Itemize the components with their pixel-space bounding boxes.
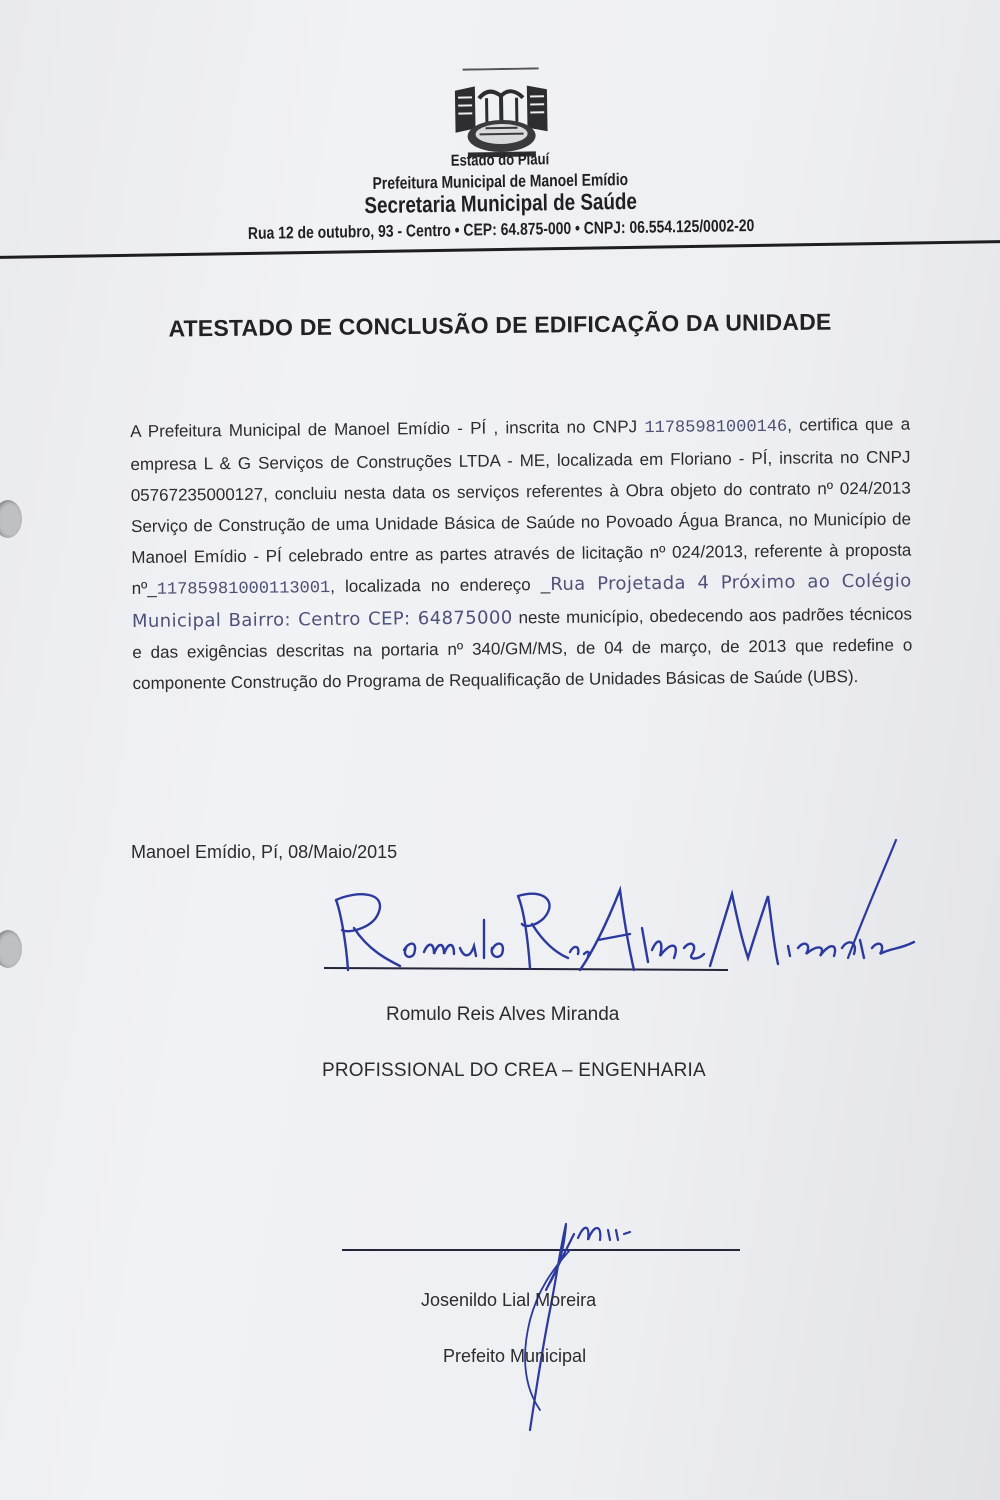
letterhead-secretaria: Secretaria Municipal de Saúde (364, 187, 638, 219)
municipal-coat-of-arms-icon (445, 67, 558, 163)
letterhead (0, 52, 1000, 273)
date-line: Manoel Emídio, Pí, 08/Maio/2015 (131, 842, 398, 862)
letterhead-prefeitura: Prefeitura Municipal de Manoel Emídio (372, 169, 629, 194)
signatory-1-name: Romulo Reis Alves Miranda (386, 1004, 620, 1025)
punch-hole-top (0, 500, 22, 538)
proposta-number-value: 11785981000113001 (156, 579, 331, 600)
signatory-2-name: Josenildo Lial Moreira (421, 1290, 597, 1310)
body-text-part-1: A Prefeitura Municipal de Manoel Emídio - PÍ , inscrita no CNPJ (130, 417, 645, 441)
signatory-1-role: PROFISSIONAL DO CREA – ENGENHARIA (322, 1060, 706, 1081)
signatory-2-role: Prefeito Municipal (443, 1346, 587, 1366)
letterhead-state: Estado do Piauí (450, 151, 550, 170)
signature-josenildo (330, 1210, 750, 1440)
document-title: ATESTADO DE CONCLUSÃO DE EDIFICAÇÃO DA UNIDADE (168, 308, 832, 342)
body-text-part-4: neste município, obedecendo aos padrões técnicos e das exigências descritas na portaria nº 340/GM/MS, de 04 de março, de 2013 que redefine o componente Construção do Programa de Requalificação de Unidades Básicas de Saúde (UBS). (132, 604, 913, 693)
letterhead-address: Rua 12 de outubro, 93 - Centro • CEP: 64.875-000 • CNPJ: 06.554.125/0002-20 (247, 216, 755, 243)
endereco-value: Rua Projetada 4 Próximo ao Colégio Municipal Bairro: Centro CEP: 64875000 (131, 570, 912, 632)
body-text-part-2: , certifica que a empresa L & G Serviços de Construções LTDA - ME, localizada em Floriano - PÍ, inscrita no CNPJ 05767235000127, concluiu nesta data os serviços referentes à Obra objeto do contrato nº 024/2013 Serviço de Construção de uma Unidade Básica de Saúde no Povoado Água Branca, no Município de Manoel Emídio - PÍ celebrado entre as partes através de licitação nº 024/2013, referente à proposta nº_ (130, 414, 912, 598)
signature-romulo (318, 830, 918, 990)
body-text-part-3: , localizada no endereço _ (330, 574, 551, 597)
document-body (130, 409, 913, 699)
cnpj-prefeitura-value: 11785981000146 (644, 417, 788, 439)
punch-hole-bottom (0, 930, 22, 968)
